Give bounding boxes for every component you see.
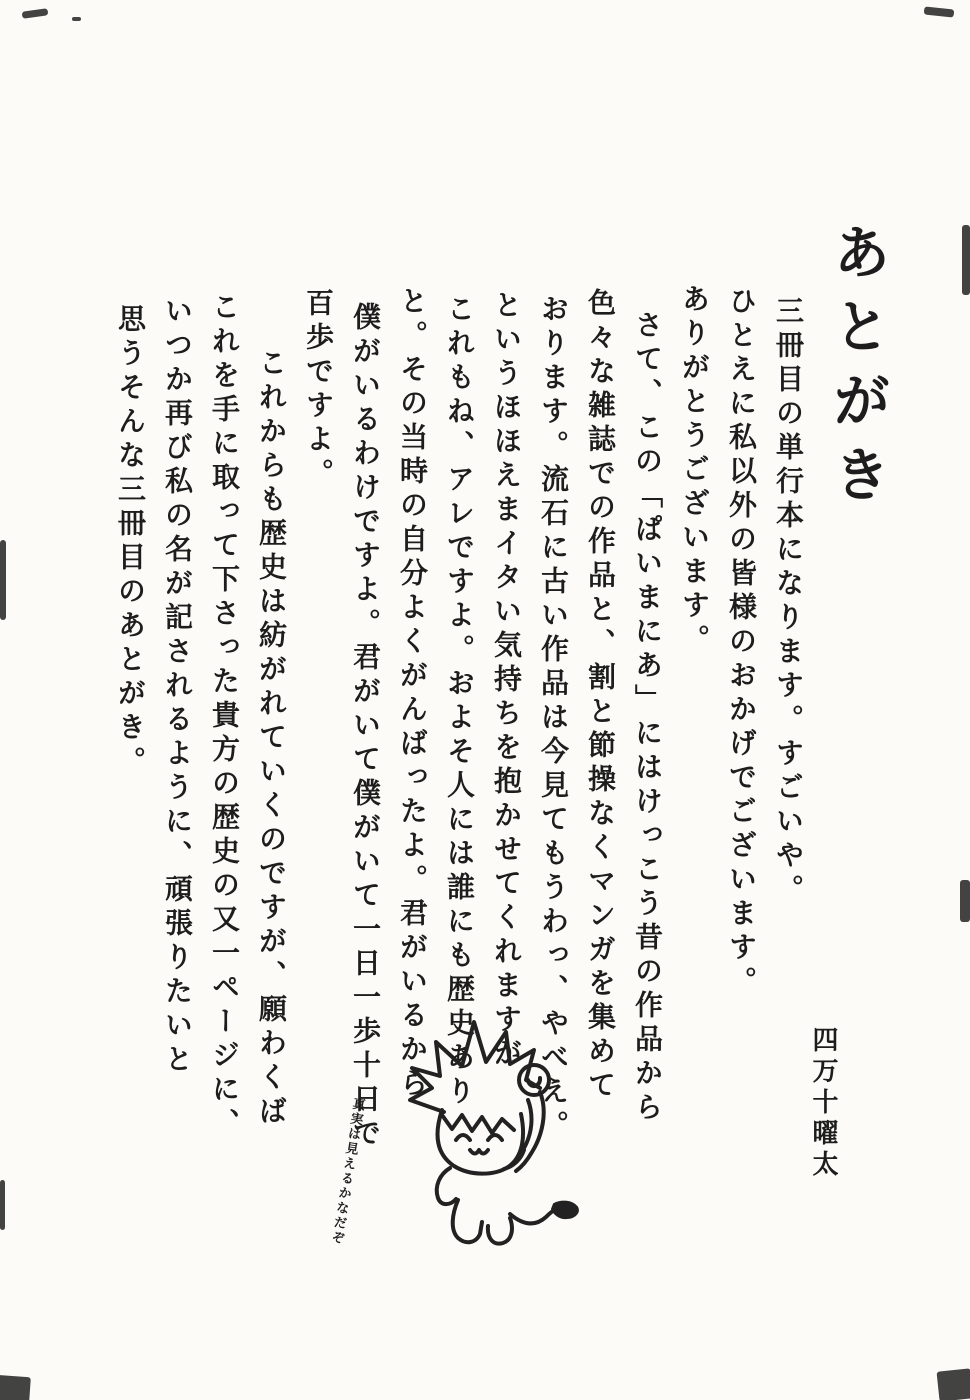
right-leg (488, 1218, 512, 1244)
text-column: 僕がいるわけですよ。君がいて僕がいて一日一歩十日で (349, 302, 382, 1152)
text-column: これもね、アレですよ。およそ人には誰にも歴史あり (443, 294, 476, 1110)
scan-artifact (937, 1368, 970, 1400)
closed-eye-left (456, 1135, 470, 1140)
scan-artifact (0, 540, 6, 620)
left-arm (437, 1168, 456, 1204)
text-column: 色々な雑誌での作品と、割と節操なくマンガを集めて (584, 288, 617, 1104)
scan-artifact (960, 880, 970, 922)
text-column: おります。流石に古い作品は今見てもうわっ、やべえ。 (537, 294, 570, 1144)
chibi-character-doodle (382, 1016, 597, 1266)
text-column: さて、この「ぱいまにあ」にはけっこう昔の作品から (631, 310, 664, 1126)
closed-eye-right (488, 1135, 502, 1140)
scan-artifact (72, 17, 81, 21)
doodle-caption: 真実は見えるかなだぞ (327, 1095, 366, 1247)
tail-tuft (552, 1202, 578, 1219)
text-column: と。その当時の自分よくがんばったよ。君がいるから (396, 286, 429, 1102)
author-signature: 四万十曜太 (808, 1026, 838, 1181)
scan-artifact (0, 1180, 5, 1230)
text-column: ひとえに私以外の皆様のおかげでございます。 (725, 286, 758, 1000)
cat-mouth (470, 1150, 488, 1154)
text-column: 三冊目の単行本になります。すごいや。 (772, 296, 805, 908)
text-column: これからも歴史は紡がれていくのですが、願わくば (255, 348, 288, 1130)
text-column: これを手に取って下さった貴方の歴史の又一ページに、 (208, 292, 241, 1142)
left-leg (453, 1200, 482, 1242)
text-column: いつか再び私の名が記されるように、頑張りたいと (161, 296, 194, 1078)
text-column: ありがとうございます。 (678, 284, 711, 658)
text-column: 思うそんな三冊目のあとがき。 (114, 304, 147, 780)
tail (510, 1209, 556, 1223)
hair-spikes (410, 1022, 540, 1112)
bangs (442, 1115, 514, 1133)
ear-curl (519, 1065, 549, 1095)
page-title: あとがき (823, 222, 891, 518)
scan-artifact (962, 225, 970, 295)
scan-artifact (22, 8, 49, 19)
scan-artifact (924, 6, 955, 17)
text-column: 百歩ですよ。 (302, 288, 335, 492)
scan-artifact (0, 1375, 31, 1400)
text-column: というほほえまイタい気持ちを抱かせてくれますが (490, 290, 523, 1072)
